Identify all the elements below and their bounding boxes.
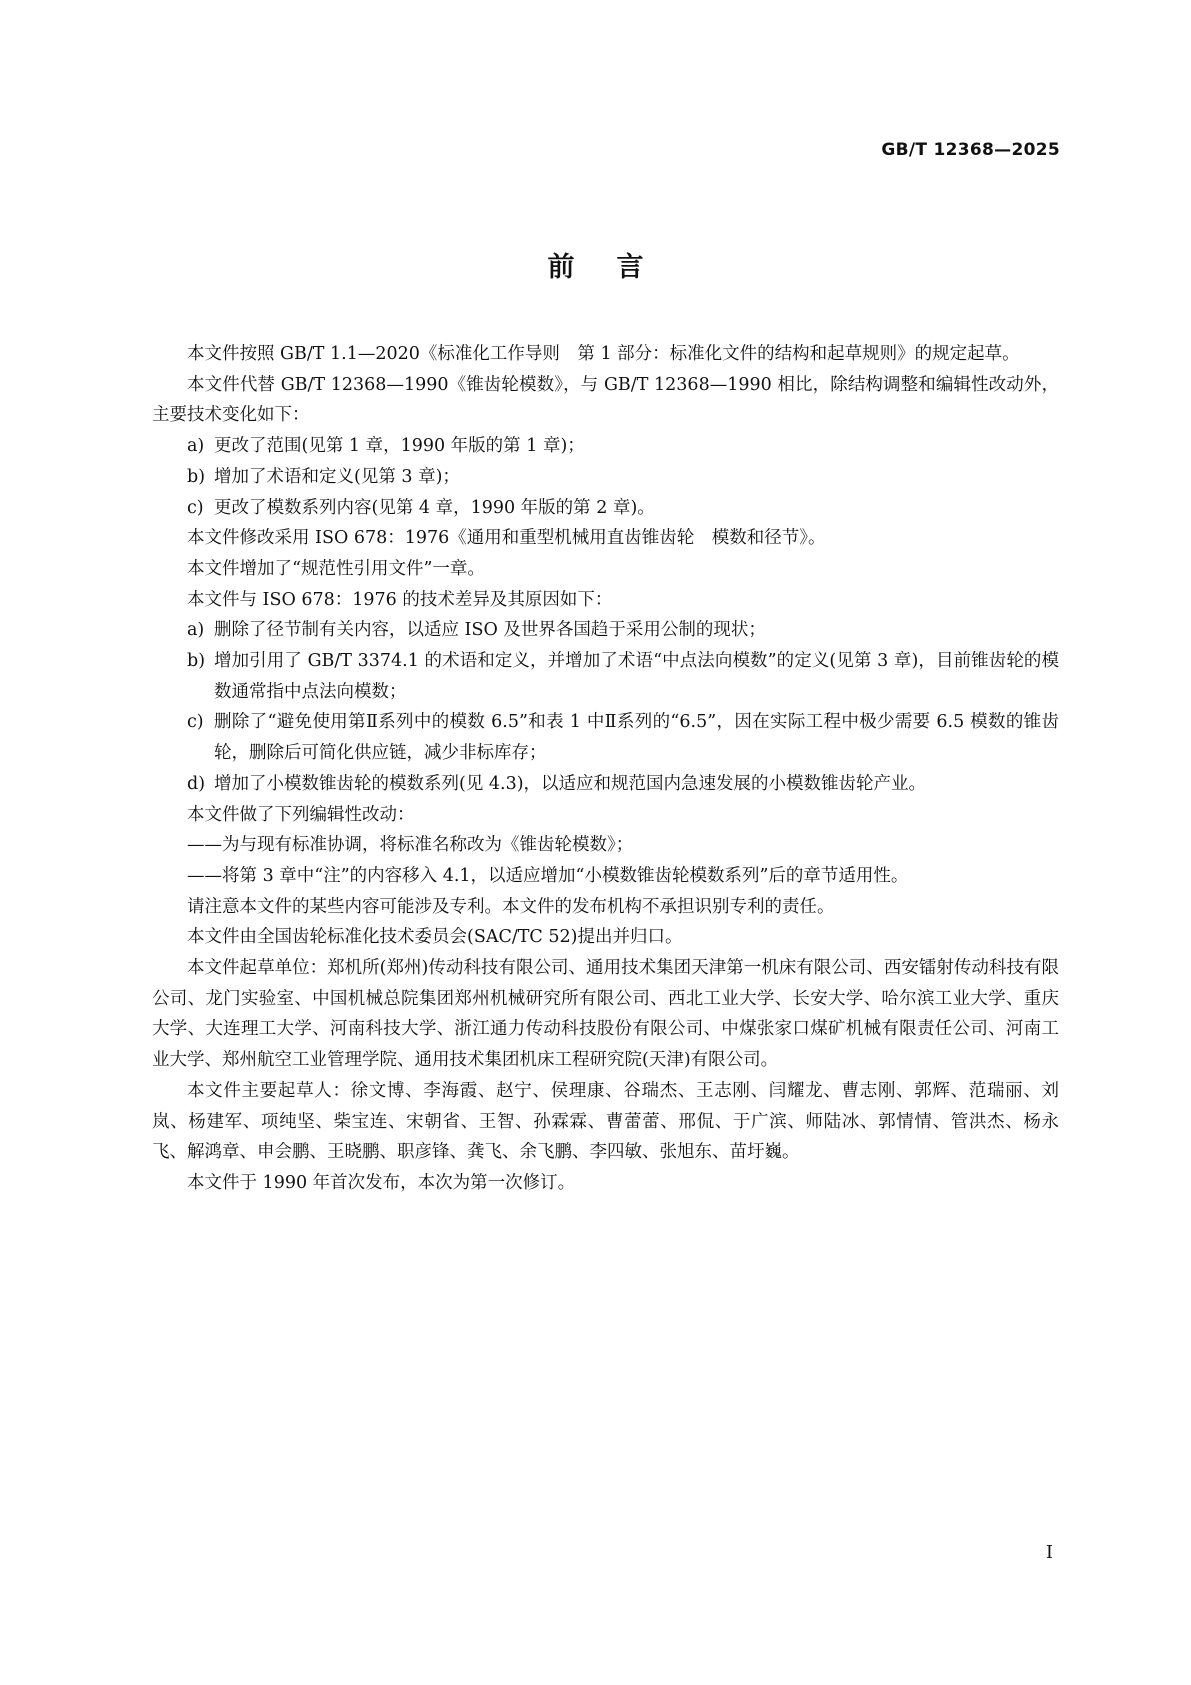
foreword-body	[152, 339, 1059, 1199]
paragraph-history: 本文件于 1990 年首次发布，本次为第一次修订。	[187, 1172, 576, 1193]
standard-code: GB/T 12368—2025	[881, 140, 1060, 160]
list-label: b)	[187, 651, 206, 672]
paragraph-patent-notice: 请注意本文件的某些内容可能涉及专利。本文件的发布机构不承担识别专利的责任。	[187, 896, 835, 917]
list-item-difference-c	[152, 707, 1059, 768]
page-number: I	[1045, 1542, 1053, 1563]
list-label: a)	[187, 436, 205, 457]
paragraph-editorial-intro: 本文件做了下列编辑性改动：	[187, 804, 415, 825]
list-item-change-c	[152, 493, 1059, 524]
list-text: 更改了范围(见第 1 章，1990 年版的第 1 章)；	[214, 436, 585, 457]
list-item-editorial-1: ——为与现有标准协调，将标准名称改为《锥齿轮模数》；	[187, 835, 634, 856]
list-text: 增加引用了 GB/T 3374.1 的术语和定义，并增加了术语“中点法向模数”的定义(见第 3 章)，目前锥齿轮的模数通常指中点法向模数；	[214, 651, 1059, 702]
list-label: a)	[187, 620, 205, 641]
paragraph-drafting-rules: 本文件按照 GB/T 1.1—2020《标准化工作导则 第 1 部分：标准化文件的结构和起草规则》的规定起草。	[187, 344, 1020, 364]
list-text: 增加了小模数锥齿轮的模数系列(见 4.3)，以适应和规范国内急速发展的小模数锥齿轮产业。	[214, 773, 927, 794]
list-item-change-b	[152, 462, 1059, 493]
paragraph-replacement: 本文件代替 GB/T 12368—1990《锥齿轮模数》，与 GB/T 12368—1990 相比，除结构调整和编辑性改动外，主要技术变化如下：	[152, 374, 1059, 426]
list-item-change-a	[152, 431, 1059, 462]
list-label: d)	[187, 773, 206, 794]
list-item-editorial-2: ——将第 3 章中“注”的内容移入 4.1，以适应增加“小模数锥齿轮模数系列”后的章节适用性。	[187, 865, 909, 886]
list-label: c)	[187, 497, 204, 518]
paragraph-committee: 本文件由全国齿轮标准化技术委员会(SAC/TC 52)提出并归口。	[187, 927, 683, 948]
paragraph-drafting-units: 本文件起草单位：郑机所(郑州)传动科技有限公司、通用技术集团天津第一机床有限公司、西安镭射传动科技有限公司、龙门实验室、中国机械总院集团郑州机械研究所有限公司、西北工业大学、长安大学、哈尔滨工业大学、重庆大学、大连理工大学、河南科技大学、浙江通力传动科技股份有限公司、中煤张家口煤矿机械有限责任公司、河南工业大学、郑州航空工业管理学院、通用技术集团机床工程研究院(天津)有限公司。	[152, 958, 1059, 1071]
list-text: 更改了模数系列内容(见第 4 章，1990 年版的第 2 章)。	[214, 497, 655, 518]
list-item-difference-d	[152, 769, 1059, 800]
list-label: b)	[187, 466, 206, 487]
paragraph-adoption: 本文件修改采用 ISO 678：1976《通用和重型机械用直齿锥齿轮 模数和径节》。	[187, 528, 826, 549]
list-text: 删除了径节制有关内容，以适应 ISO 及世界各国趋于采用公制的现状；	[214, 620, 766, 641]
list-item-difference-b	[152, 646, 1059, 707]
list-text: 增加了术语和定义(见第 3 章)；	[214, 466, 460, 487]
paragraph-differences-intro: 本文件与 ISO 678：1976 的技术差异及其原因如下：	[187, 589, 613, 610]
list-text: 删除了“避免使用第Ⅱ系列中的模数 6.5”和表 1 中Ⅱ系列的“6.5”，因在实际工程中极少需要 6.5 模数的锥齿轮，删除后可简化供应链，减少非标库存；	[214, 712, 1059, 764]
page-title: 前言	[547, 252, 686, 283]
list-label: c)	[187, 712, 204, 733]
paragraph-normative-refs: 本文件增加了“规范性引用文件”一章。	[187, 558, 485, 579]
list-item-difference-a	[152, 615, 1059, 646]
paragraph-drafters: 本文件主要起草人：徐文博、李海霞、赵宁、侯理康、谷瑞杰、王志刚、闫耀龙、曹志刚、郭辉、范瑞丽、刘岚、杨建军、项纯坚、柴宝连、宋朝省、王智、孙霖霖、曹蕾蕾、邢侃、于广滨、师陆冰、郭情情、管洪杰、杨永飞、解鸿章、申会鹏、王晓鹏、职彦锋、龚飞、余飞鹏、李四敏、张旭东、苗圩巍。	[152, 1080, 1059, 1163]
